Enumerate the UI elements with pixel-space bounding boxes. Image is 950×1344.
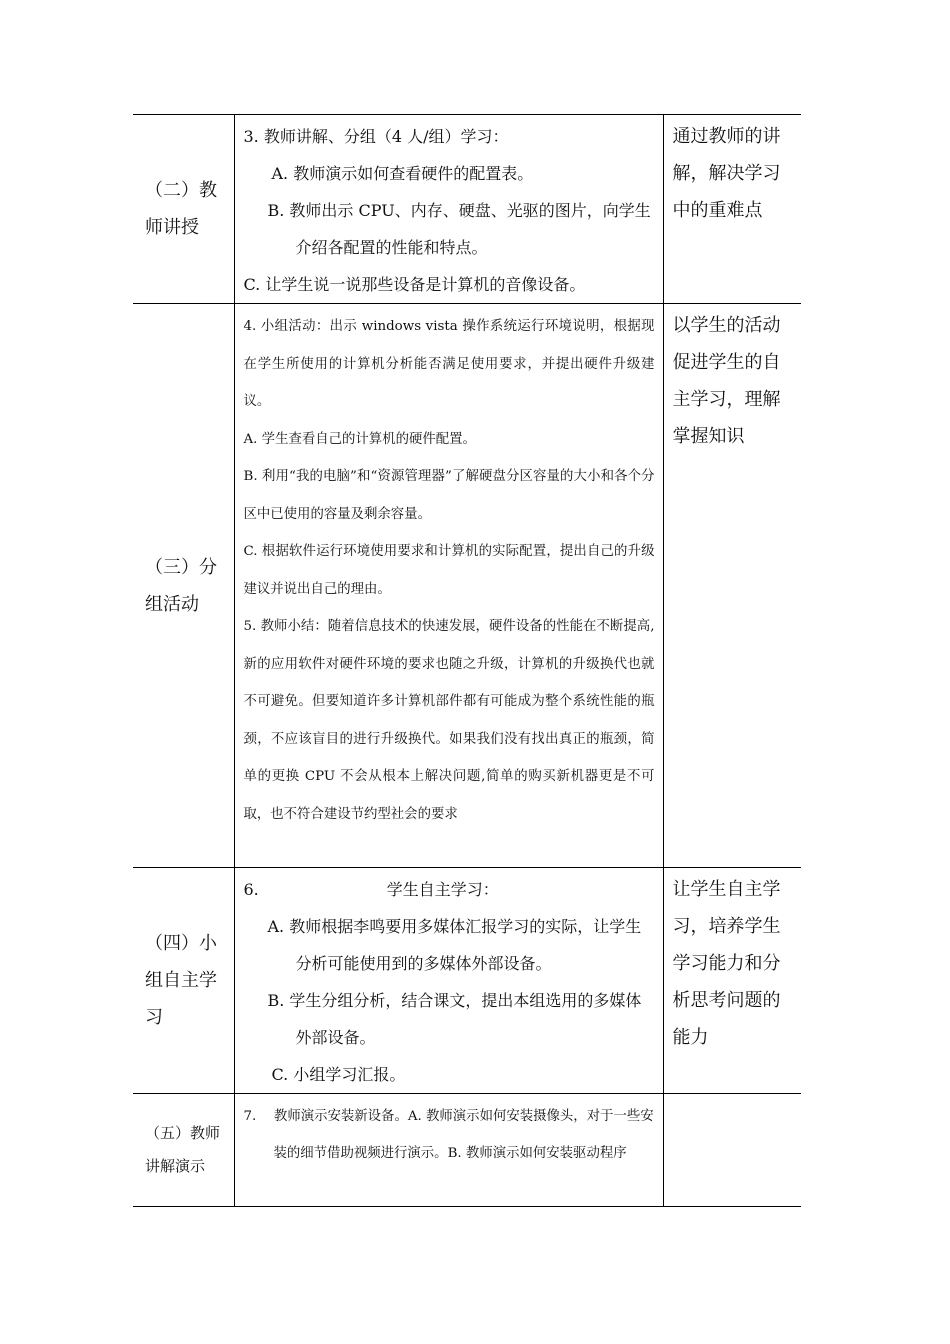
activity-paragraph: B. 利用“我的电脑”和“资源管理器”了解硬盘分区容量的大小和各个分区中已使用的容量及剩余容量。 [243, 469, 655, 522]
purpose-text: 以学生的活动促进学生的自主学习，理解掌握知识 [672, 315, 781, 447]
purpose-cell [663, 304, 801, 868]
purpose-text [664, 1094, 802, 1097]
lesson-plan-table [133, 114, 801, 1207]
step-title: 学生自主学习： [386, 880, 499, 899]
content-cell [234, 1094, 663, 1207]
activity-paragraph: A. 学生查看自己的计算机的硬件配置。 [243, 431, 476, 447]
step-item: B. 学生分组分析，结合课文，提出本组选用的多媒体外部设备。 [267, 991, 642, 1047]
activity-paragraph: C. 根据软件运行环境使用要求和计算机的实际配置，提出自己的升级建议并说出自己的理由。 [243, 544, 655, 597]
stage-label: （五）教师讲解演示 [145, 1124, 221, 1175]
purpose-cell [663, 1094, 801, 1207]
stage-label: （二）教师讲授 [145, 180, 217, 238]
step-number: 6. [243, 880, 259, 899]
table-row-2 [133, 115, 801, 304]
step-item: A. 教师根据李鸣要用多媒体汇报学习的实际，让学生分析可能使用到的多媒体外部设备。 [267, 917, 642, 973]
stage-cell [133, 1094, 234, 1207]
stage-label: （四）小组自主学习 [145, 933, 217, 1028]
step-item: C. 小组学习汇报。 [271, 1065, 406, 1084]
purpose-cell [663, 115, 801, 304]
step-item: C. 让学生说一说那些设备是计算机的音像设备。 [243, 275, 586, 294]
demo-paragraph: 7. 教师演示安装新设备。A. 教师演示如何安装摄像头，对于一些安装的细节借助视频进行演示。B. 教师演示如何安装驱动程序 [243, 1109, 654, 1161]
step-heading [244, 871, 655, 908]
step-heading: 3. 教师讲解、分组（4 人/组）学习： [243, 127, 509, 146]
content-cell [234, 304, 663, 868]
content-cell [234, 115, 663, 304]
table-row-3 [133, 304, 801, 868]
activity-paragraph: 4. 小组活动：出示 windows vista 操作系统运行环境说明，根据现在学生所使用的计算机分析能否满足使用要求，并提出硬件升级建议。 [243, 319, 655, 409]
purpose-cell [663, 868, 801, 1094]
stage-cell [133, 868, 234, 1094]
table-row-4 [133, 868, 801, 1094]
step-item: B. 教师出示 CPU、内存、硬盘、光驱的图片，向学生介绍各配置的性能和特点。 [267, 201, 651, 257]
stage-cell [133, 304, 234, 868]
content-cell [234, 868, 663, 1094]
stage-label: （三）分组活动 [145, 556, 217, 615]
table-row-5 [133, 1094, 801, 1207]
purpose-text: 让学生自主学习，培养学生学习能力和分析思考问题的能力 [672, 879, 781, 1048]
step-item: A. 教师演示如何查看硬件的配置表。 [271, 164, 534, 183]
purpose-text: 通过教师的讲解，解决学习中的重难点 [672, 126, 781, 221]
summary-paragraph: 5. 教师小结：随着信息技术的快速发展，硬件设备的性能在不断提高,新的应用软件对硬件环境的要求也随之升级，计算机的升级换代也就不可避免。但要知道许多计算机部件都有可能成为整个系统性能的瓶颈，不应该盲目的进行升级换代。如果我们没有找出真正的瓶颈，简单的更换 CPU 不会从根本上解决问题,简单的购买新机器更是不可取，也不符合建设节约型社会的要求 [243, 619, 655, 822]
stage-cell [133, 115, 234, 304]
